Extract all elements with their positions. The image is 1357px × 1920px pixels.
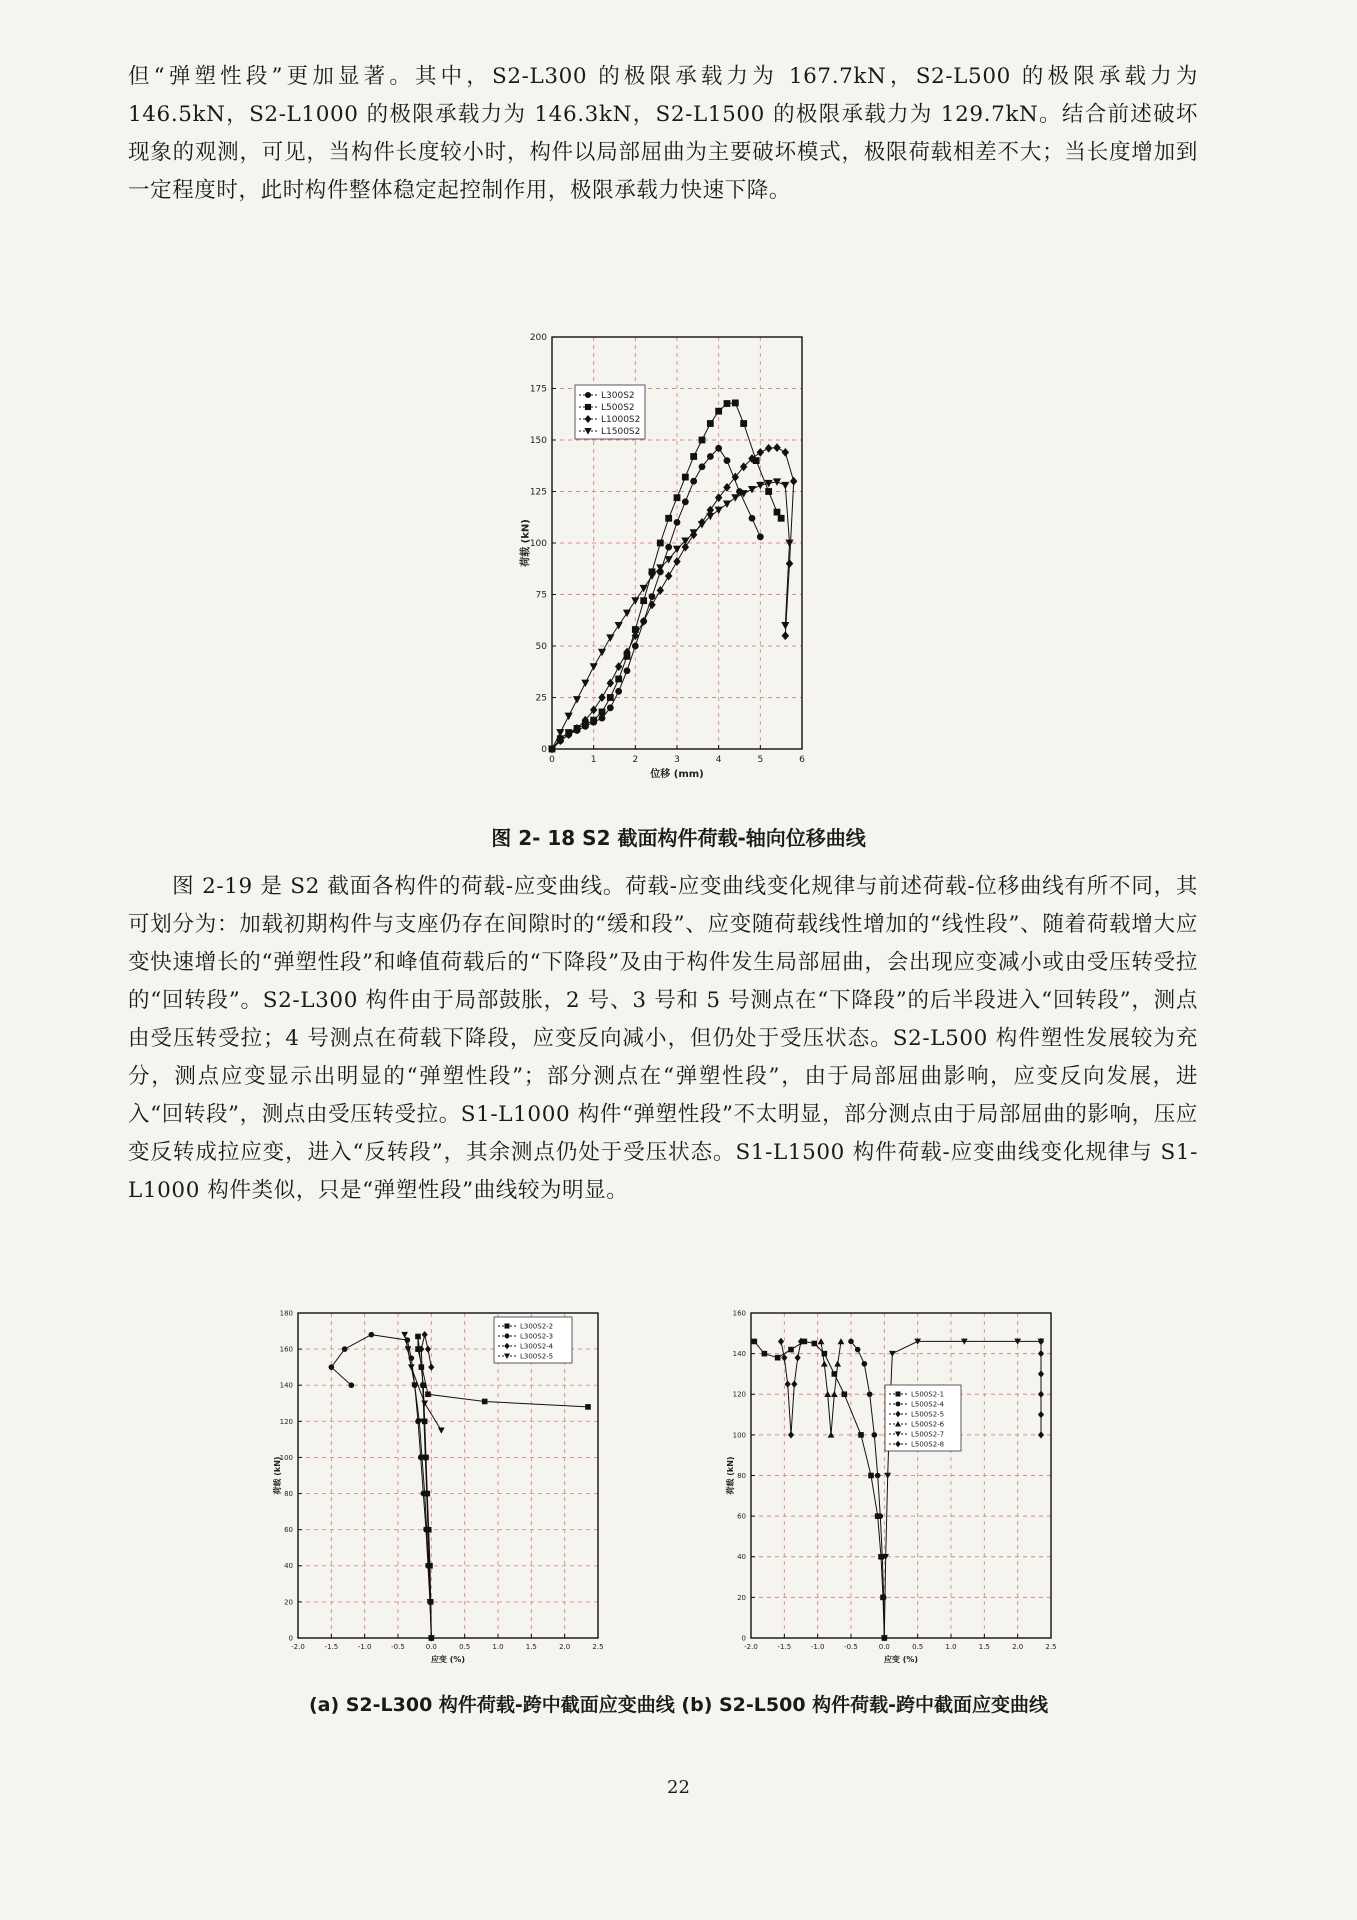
data-point: [1038, 1370, 1044, 1377]
data-point: [599, 715, 606, 722]
x-tick-label: 1.5: [525, 1643, 537, 1651]
legend-entry: L500S2-6: [911, 1420, 945, 1429]
series-L300S2-4: [418, 1331, 434, 1642]
data-point: [878, 1513, 884, 1519]
grid: [751, 1313, 1051, 1638]
data-point: [623, 610, 631, 617]
data-point: [872, 1432, 878, 1438]
series-L300S2: [549, 445, 764, 753]
data-point: [765, 444, 772, 453]
data-point: [674, 494, 681, 501]
y-tick-label: 100: [732, 1431, 746, 1440]
legend-marker: [585, 392, 591, 398]
y-tick-label: 0: [288, 1634, 293, 1643]
x-tick-label: 2.5: [592, 1643, 604, 1651]
data-point: [419, 1364, 425, 1370]
y-tick-label: 80: [737, 1471, 746, 1480]
legend-entry: L500S2: [601, 403, 635, 414]
legend-marker: [895, 1401, 900, 1406]
data-point: [581, 680, 589, 687]
legend-entry: L300S2: [601, 391, 635, 402]
data-point: [881, 1595, 887, 1601]
data-point: [342, 1346, 348, 1352]
y-tick-label: 80: [284, 1490, 293, 1499]
x-tick-label: 3: [674, 755, 680, 765]
data-point: [782, 448, 789, 457]
x-tick-label: 1.0: [492, 1643, 504, 1651]
data-point: [731, 494, 739, 501]
y-tick-label: 180: [279, 1309, 293, 1318]
x-tick-label: 5: [757, 755, 764, 765]
legend-entry: L1500S2: [601, 427, 641, 438]
data-point: [778, 1338, 784, 1345]
data-point: [590, 717, 597, 724]
data-point: [762, 1351, 768, 1357]
data-point: [715, 408, 722, 415]
data-point: [785, 1380, 791, 1387]
data-point: [707, 420, 714, 427]
y-tick-label: 40: [737, 1553, 746, 1562]
data-point: [858, 1432, 864, 1438]
series-line: [552, 448, 794, 749]
legend-entry: L500S2-8: [911, 1440, 945, 1449]
y-tick-label: 25: [535, 693, 547, 704]
legend-entry: L300S2-5: [520, 1352, 554, 1361]
series-line: [418, 1337, 588, 1639]
x-axis-label: 应变 (%): [430, 1655, 466, 1664]
x-tick-label: 4: [715, 755, 722, 765]
x-tick-label: 0.5: [912, 1643, 924, 1651]
data-point: [699, 463, 706, 470]
legend: [885, 1385, 961, 1451]
y-tick-label: 100: [279, 1453, 293, 1462]
x-tick-label: -1.0: [810, 1643, 825, 1651]
legend-marker: [585, 404, 591, 410]
data-point: [640, 617, 647, 626]
data-point: [756, 482, 764, 489]
x-tick-label: 2.5: [1045, 1643, 1057, 1651]
data-point: [648, 573, 656, 580]
x-tick-label: 0.0: [878, 1643, 890, 1651]
data-point: [791, 1380, 797, 1387]
y-tick-label: 160: [279, 1345, 293, 1354]
legend-entry: L500S2-1: [911, 1390, 945, 1399]
data-point: [648, 600, 655, 609]
figure-caption-2-19: (a) S2-L300 构件荷载-跨中截面应变曲线 (b) S2-L500 构件荷载-跨中截面应变曲线: [308, 1694, 1049, 1716]
data-point: [615, 688, 622, 695]
data-point: [329, 1364, 335, 1370]
y-tick-label: 60: [737, 1512, 746, 1521]
data-point: [631, 597, 639, 604]
x-axis-label: 位移 (mm): [650, 769, 704, 780]
data-point: [707, 453, 714, 460]
x-axis-label: 应变 (%): [883, 1655, 919, 1664]
data-point: [690, 478, 697, 485]
data-point: [349, 1382, 355, 1388]
data-point: [778, 515, 785, 522]
data-point: [818, 1338, 825, 1344]
data-point: [682, 498, 689, 505]
data-point: [425, 1391, 431, 1397]
data-point: [674, 519, 681, 526]
data-point: [482, 1399, 488, 1405]
figure-caption-2-18: 图 2- 18 S2 截面构件荷载-轴向位移曲线: [491, 826, 866, 850]
series-L500S2-5: [778, 1338, 804, 1439]
y-tick-label: 75: [535, 590, 547, 601]
data-point: [1038, 1431, 1044, 1438]
legend: [494, 1317, 572, 1363]
data-point: [1038, 1391, 1044, 1398]
data-point: [415, 1334, 421, 1340]
data-point: [438, 1428, 445, 1434]
data-point: [765, 488, 772, 495]
data-point: [615, 622, 623, 629]
series-L500S2-8: [1038, 1338, 1044, 1439]
data-point: [848, 1339, 854, 1345]
data-point: [774, 509, 781, 516]
x-tick-label: 6: [799, 755, 805, 765]
legend-marker: [895, 1391, 900, 1396]
data-point: [640, 597, 647, 604]
x-tick-label: 1.5: [978, 1643, 990, 1651]
data-point: [615, 676, 622, 683]
y-tick-label: 20: [284, 1598, 293, 1607]
y-tick-label: 160: [732, 1309, 746, 1318]
load-displacement-chart: [505, 325, 855, 795]
data-point: [821, 1360, 828, 1366]
y-tick-label: 150: [529, 436, 547, 447]
y-axis-label: 荷载 (kN): [725, 1456, 735, 1495]
data-point: [657, 540, 664, 547]
y-tick-label: 100: [529, 539, 547, 550]
legend-entry: L500S2-7: [911, 1430, 945, 1439]
data-point: [723, 500, 731, 507]
data-point: [665, 515, 672, 522]
data-point: [665, 572, 672, 581]
data-point: [599, 709, 606, 716]
y-tick-label: 120: [732, 1390, 746, 1399]
load-strain-chart-l500: [715, 1305, 1075, 1675]
data-point: [740, 420, 747, 427]
data-point: [699, 437, 706, 444]
data-point: [1038, 1411, 1044, 1418]
data-point: [875, 1473, 881, 1479]
y-tick-label: 40: [284, 1562, 293, 1571]
legend-marker: [504, 1333, 509, 1338]
data-point: [585, 1404, 591, 1410]
data-point: [757, 533, 764, 540]
legend-entry: L1000S2: [601, 415, 641, 426]
paragraph-2-text: 图 2-19 是 S2 截面各构件的荷载-应变曲线。荷载-应变曲线变化规律与前述荷载-位移曲线有所不同，其可划分为：加载初期构件与支座仍存在间隙时的“缓和段”、应变随荷载线性增加的“线性段”、随着荷载增大应变快速增长的“弹塑性段”和峰值荷载后的“下降段”及由于构件发生局部屈曲，会出现应变减小或由受压转受拉的“回转段”。S2-L300 构件由于局部鼓胀，2 号、3 号和 5 号测点在“下降段”的后半段进入“回转段”，测点由受压转受拉；4 号测点在荷载下降段，应变反向减小，但仍处于受压状态。S2-L500 构件塑性发展较为充分，测点应变显示出明显的“弹塑性段”；部分测点在“弹塑性段”，由于局部屈曲影响，应变反向发展，进入“回转段”，测点由受压转受拉。S1-L1000 构件“弹塑性段”不太明显，部分测点由于局部屈曲的影响，压应变反转成拉应变，进入“反转段”，其余测点仍处于受压状态。S1-L1500 构件荷载-应变曲线变化规律与 S1-L1000 构件类似，只是“弹塑性段”曲线较为明显。: [128, 874, 1198, 1203]
page-number: 22: [667, 1777, 690, 1798]
y-tick-label: 175: [529, 384, 547, 395]
x-tick-label: -1.5: [324, 1643, 339, 1651]
x-tick-label: -1.0: [357, 1643, 372, 1651]
data-point: [757, 448, 764, 457]
y-tick-label: 125: [529, 487, 547, 498]
x-tick-label: 2.0: [1012, 1643, 1024, 1651]
paragraph-1: 但“弹塑性段”更加显著。其中，S2-L300 的极限承载力为 167.7kN，S2-L500 的极限承载力为 146.5kN，S2-L1000 的极限承载力为 146.3kN，S2-L1500 的极限承载力为 129.7kN。结合前述破坏现象的观测，可见，当构件长度较小时，构件以局部屈曲为主要破坏模式，极限荷载相差不大；当长度增加到一定程度时，此时构件整体稳定起控制作用，极限承载力快速下降。: [128, 64, 1198, 203]
data-point: [1038, 1350, 1044, 1357]
paragraph-2: [128, 868, 1198, 1210]
data-point: [715, 507, 723, 514]
data-point: [682, 474, 689, 481]
legend-entry: L300S2-2: [520, 1322, 554, 1331]
data-point: [867, 1391, 873, 1397]
data-point: [565, 713, 573, 720]
data-point: [632, 643, 639, 650]
data-point: [607, 704, 614, 711]
y-tick-label: 200: [529, 333, 547, 344]
series-line: [754, 1341, 884, 1638]
data-point: [422, 1331, 428, 1338]
data-point: [673, 557, 680, 566]
data-point: [401, 1332, 408, 1338]
y-tick-label: 140: [279, 1381, 293, 1390]
data-point: [732, 400, 739, 407]
x-tick-label: -2.0: [744, 1643, 758, 1651]
data-point: [590, 663, 598, 670]
x-tick-label: -2.0: [291, 1643, 305, 1651]
series-line: [851, 1341, 884, 1638]
load-strain-chart-l300: [262, 1305, 622, 1675]
data-point: [773, 443, 780, 452]
data-point: [781, 622, 789, 629]
x-tick-label: 2.0: [559, 1643, 571, 1651]
data-point: [812, 1341, 818, 1347]
data-point: [775, 1355, 781, 1361]
data-point: [748, 486, 756, 493]
data-point: [724, 457, 731, 464]
data-point: [781, 482, 789, 489]
data-point: [862, 1361, 868, 1367]
data-point: [842, 1391, 848, 1397]
data-point: [788, 1431, 794, 1438]
plot-frame: [751, 1313, 1051, 1638]
y-tick-label: 0: [541, 745, 547, 756]
legend-entry: L300S2-4: [520, 1342, 554, 1351]
data-point: [838, 1338, 845, 1344]
data-point: [607, 679, 614, 688]
data-point: [606, 634, 614, 641]
data-point: [752, 1339, 758, 1345]
data-point: [615, 662, 622, 671]
y-tick-label: 50: [535, 642, 547, 653]
x-tick-label: -0.5: [844, 1643, 858, 1651]
legend: [575, 385, 645, 439]
y-tick-label: 20: [737, 1593, 746, 1602]
data-point: [834, 1360, 841, 1366]
data-point: [786, 559, 793, 568]
y-tick-label: 120: [279, 1417, 293, 1426]
data-point: [715, 445, 722, 452]
data-point: [425, 1345, 431, 1352]
legend-marker: [504, 1323, 509, 1328]
data-point: [795, 1354, 801, 1361]
data-point: [649, 593, 656, 600]
data-point: [690, 453, 697, 460]
x-tick-label: -0.5: [391, 1643, 405, 1651]
data-point: [369, 1332, 375, 1338]
data-point: [724, 400, 731, 407]
data-point: [624, 667, 631, 674]
x-tick-label: 0.0: [425, 1643, 437, 1651]
series-L300S2-3: [329, 1332, 435, 1641]
x-tick-label: -1.5: [777, 1643, 792, 1651]
y-tick-label: 0: [741, 1634, 746, 1643]
x-tick-label: 0: [549, 755, 555, 765]
legend-entry: L500S2-4: [911, 1400, 945, 1409]
y-axis-label: 荷载 (kN): [272, 1456, 282, 1495]
data-point: [749, 515, 756, 522]
series-L500S2-7: [881, 1339, 1044, 1642]
legend-entry: L300S2-3: [520, 1332, 554, 1341]
data-point: [421, 1400, 428, 1406]
data-point: [665, 544, 672, 551]
x-tick-label: 2: [632, 755, 639, 765]
y-axis-label: 荷载 (kN): [520, 519, 532, 567]
x-tick-label: 0.5: [459, 1643, 471, 1651]
data-point: [855, 1347, 861, 1353]
data-point: [598, 649, 606, 656]
data-point: [790, 477, 797, 486]
data-point: [573, 696, 581, 703]
data-point: [657, 586, 664, 595]
data-point: [788, 1347, 794, 1353]
legend-entry: L500S2-5: [911, 1410, 945, 1419]
data-point: [408, 1364, 415, 1370]
y-tick-label: 60: [284, 1526, 293, 1535]
x-tick-label: 1: [590, 755, 597, 765]
data-point: [607, 694, 614, 701]
data-point: [868, 1473, 874, 1479]
x-tick-label: 1.0: [945, 1643, 957, 1651]
series-L500S2-1: [752, 1339, 888, 1641]
data-point: [782, 631, 789, 640]
data-point: [428, 1364, 434, 1371]
y-tick-label: 140: [732, 1350, 746, 1359]
